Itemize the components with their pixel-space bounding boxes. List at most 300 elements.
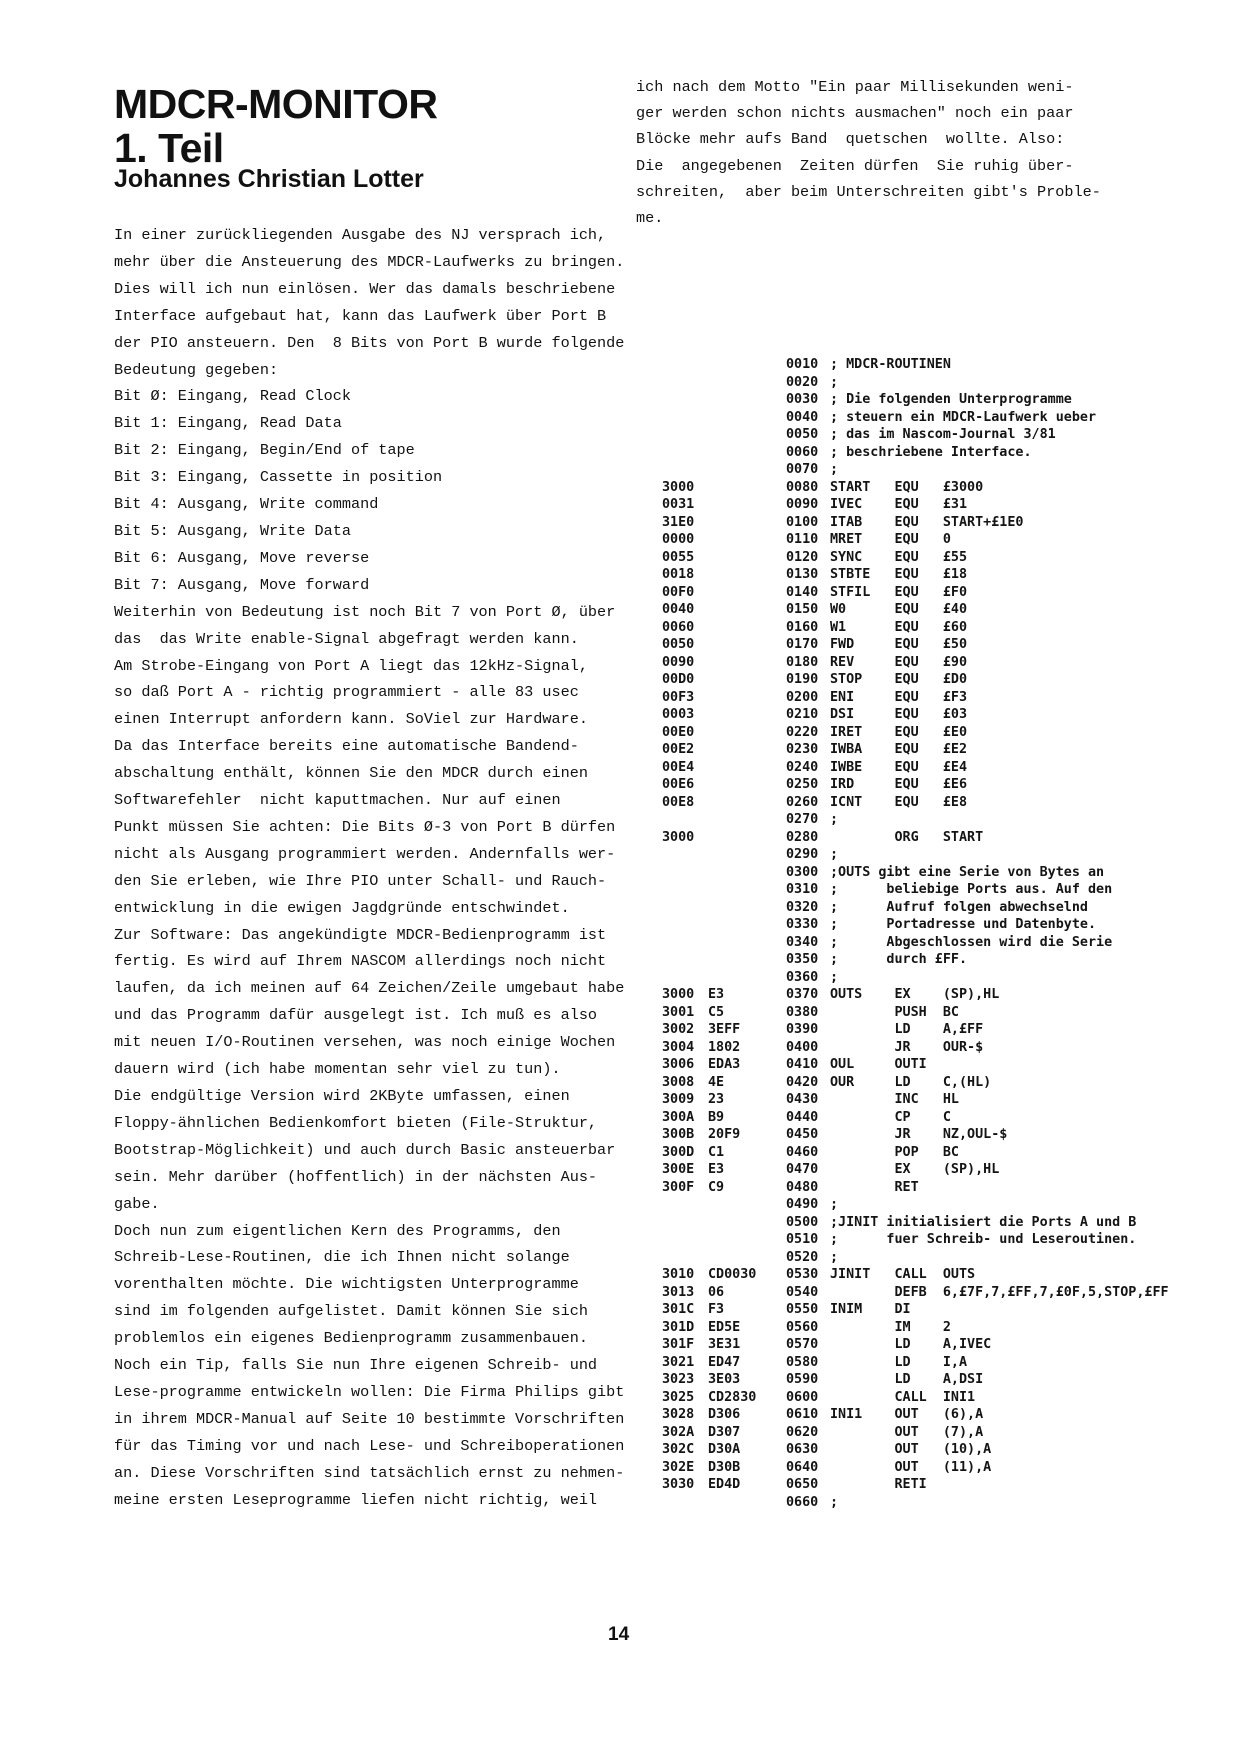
listing-address xyxy=(662,951,708,969)
left-line: meine ersten Leseprogramme liefen nicht richtig, weil xyxy=(114,1490,598,1509)
listing-source: ; MDCR-ROUTINEN xyxy=(830,357,951,372)
listing-opcode xyxy=(708,1249,786,1267)
listing-source: ; durch £FF. xyxy=(830,952,968,967)
listing-source: PUSH BC xyxy=(830,1004,959,1020)
listing-source: DSI EQU £03 xyxy=(830,707,968,722)
listing-opcode: 3E31 xyxy=(708,1337,741,1352)
listing-opcode xyxy=(708,549,786,567)
listing-row xyxy=(662,689,1169,707)
listing-source: OUL OUTI xyxy=(830,1057,927,1072)
listing-opcode xyxy=(708,444,786,462)
author-name: Johannes Christian Lotter xyxy=(114,165,424,193)
listing-address: 0031 xyxy=(662,497,695,512)
listing-line-number: 0160 xyxy=(786,619,819,635)
listing-row xyxy=(662,1424,1169,1442)
listing-source: W0 EQU £40 xyxy=(830,602,968,617)
listing-line-number: 0100 xyxy=(786,514,819,530)
listing-source: ; beschriebene Interface. xyxy=(830,444,1032,460)
left-line: den Sie erleben, wie Ihre PIO unter Schall- und Rauch- xyxy=(114,871,607,890)
listing-row xyxy=(662,1494,1169,1512)
listing-source: W1 EQU £60 xyxy=(830,619,968,635)
listing-address: 00D0 xyxy=(662,672,695,687)
listing-line-number: 0530 xyxy=(786,1267,819,1282)
listing-opcode xyxy=(708,1494,786,1512)
listing-address: 0055 xyxy=(662,549,695,565)
left-line: In einer zurückliegenden Ausgabe des NJ versprach ich, xyxy=(114,226,607,244)
listing-source: DEFB 6,£7F,7,£FF,7,£0F,5,STOP,£FF xyxy=(830,1284,1169,1300)
listing-address xyxy=(662,426,708,444)
listing-address: 3030 xyxy=(662,1477,695,1492)
listing-address: 0000 xyxy=(662,532,695,547)
listing-source: IVEC EQU £31 xyxy=(830,497,968,512)
listing-row xyxy=(662,1319,1169,1337)
listing-row xyxy=(662,671,1169,689)
listing-row xyxy=(662,864,1169,882)
listing-address xyxy=(662,811,708,829)
left-line: und das Programm dafür ausgelegt ist. Ich muß es also xyxy=(114,1006,598,1025)
listing-row xyxy=(662,881,1169,899)
assembly-listing xyxy=(662,356,1169,1511)
listing-line-number: 0310 xyxy=(786,882,819,897)
right-line: ger werden schon nichts ausmachen" noch ein paar xyxy=(636,104,1074,123)
listing-opcode xyxy=(708,409,786,427)
listing-address: 31E0 xyxy=(662,514,695,530)
listing-address: 0003 xyxy=(662,707,695,722)
left-line: fertig. Es wird auf Ihrem NASCOM allerdings noch nicht xyxy=(114,952,607,971)
listing-address: 0040 xyxy=(662,602,695,617)
listing-source: CP C xyxy=(830,1109,951,1125)
listing-address: 3028 xyxy=(662,1407,695,1422)
listing-opcode xyxy=(708,724,786,742)
listing-address: 3004 xyxy=(662,1039,695,1055)
listing-opcode xyxy=(708,671,786,689)
left-line: vorenthalten möchte. Die wichtigsten Unterprogramme xyxy=(114,1275,579,1294)
listing-source: ; xyxy=(830,1249,839,1265)
listing-address: 300D xyxy=(662,1144,695,1160)
listing-source: OUTS EX (SP),HL xyxy=(830,987,1000,1002)
left-line: einen Interrupt anfordern kann. SoViel zur Hardware. xyxy=(114,710,588,729)
listing-opcode: E3 xyxy=(708,1162,725,1177)
listing-source: IWBE EQU £E4 xyxy=(830,759,968,775)
listing-row xyxy=(662,951,1169,969)
left-line: Schreib-Lese-Routinen, die ich Ihnen nicht solange xyxy=(114,1248,570,1267)
listing-row xyxy=(662,1039,1169,1057)
listing-opcode: F3 xyxy=(708,1302,725,1317)
listing-source: ; das im Nascom-Journal 3/81 xyxy=(830,427,1056,442)
listing-opcode: C1 xyxy=(708,1144,725,1160)
left-line: Bit 2: Eingang, Begin/End of tape xyxy=(114,441,415,460)
listing-source: JR OUR-$ xyxy=(830,1039,984,1055)
listing-line-number: 0200 xyxy=(786,689,819,705)
left-line: das das Write enable-Signal abgefragt werden kann. xyxy=(114,629,579,648)
left-line: sind im folgenden aufgelistet. Damit können Sie sich xyxy=(114,1302,588,1321)
listing-row xyxy=(662,986,1169,1004)
listing-opcode: 1802 xyxy=(708,1039,741,1055)
listing-line-number: 0110 xyxy=(786,532,819,547)
right-line: Die angegebenen Zeiten dürfen Sie ruhig über- xyxy=(636,156,1074,175)
left-line: entwicklung in die ewigen Jagdgründe entschwindet. xyxy=(114,898,570,917)
listing-source: ; steuern ein MDCR-Laufwerk ueber xyxy=(830,409,1097,425)
listing-source: ; xyxy=(830,374,839,390)
listing-source: IRD EQU £E6 xyxy=(830,777,968,792)
left-line: problemlos ein eigenes Bedienprogramm zusammenbauen. xyxy=(114,1329,588,1348)
listing-row xyxy=(662,584,1169,602)
left-line: an. Diese Vorschriften sind tatsächlich ernst zu nehmen- xyxy=(114,1463,625,1482)
listing-address xyxy=(662,1214,708,1232)
listing-source: ; xyxy=(830,969,839,985)
listing-opcode xyxy=(708,461,786,479)
listing-source: LD A,£FF xyxy=(830,1022,984,1037)
listing-opcode xyxy=(708,741,786,759)
listing-row xyxy=(662,531,1169,549)
left-line: dauern wird (ich habe momentan sehr viel zu tun). xyxy=(114,1060,561,1079)
listing-opcode xyxy=(708,566,786,584)
left-line: Noch ein Tip, falls Sie nun Ihre eigenen Schreib- und xyxy=(114,1356,598,1375)
listing-line-number: 0300 xyxy=(786,864,819,880)
listing-source: IWBA EQU £E2 xyxy=(830,742,968,757)
left-line: Lese-programme entwickeln wollen: Die Firma Philips gibt xyxy=(114,1382,625,1401)
listing-opcode xyxy=(708,619,786,637)
listing-opcode: C5 xyxy=(708,1004,725,1020)
listing-address: 00E2 xyxy=(662,742,695,757)
listing-line-number: 0120 xyxy=(786,549,819,565)
listing-opcode xyxy=(708,794,786,812)
left-line: Da das Interface bereits eine automatische Bandend- xyxy=(114,737,579,756)
listing-line-number: 0010 xyxy=(786,357,819,372)
listing-source: IM 2 xyxy=(830,1319,951,1335)
left-line: Bit 1: Eingang, Read Data xyxy=(114,414,342,433)
listing-row xyxy=(662,776,1169,794)
listing-line-number: 0510 xyxy=(786,1232,819,1247)
listing-row xyxy=(662,461,1169,479)
listing-source: ; xyxy=(830,1197,839,1212)
right-text-column xyxy=(636,74,1106,231)
listing-opcode xyxy=(708,969,786,987)
listing-opcode: CD0030 xyxy=(708,1267,757,1282)
listing-row xyxy=(662,1179,1169,1197)
left-line: Interface aufgebaut hat, kann das Laufwerk über Port B xyxy=(114,306,607,325)
listing-address: 3025 xyxy=(662,1389,695,1405)
listing-line-number: 0590 xyxy=(786,1372,819,1387)
listing-address xyxy=(662,916,708,934)
listing-line-number: 0500 xyxy=(786,1214,819,1230)
listing-source: ENI EQU £F3 xyxy=(830,689,968,705)
listing-line-number: 0140 xyxy=(786,584,819,600)
listing-opcode xyxy=(708,706,786,724)
listing-source: RET xyxy=(830,1179,919,1195)
left-line: Doch nun zum eigentlichen Kern des Programms, den xyxy=(114,1221,561,1240)
listing-row xyxy=(662,934,1169,952)
left-line: Bedeutung gegeben: xyxy=(114,360,279,379)
listing-row xyxy=(662,899,1169,917)
listing-address: 301D xyxy=(662,1319,695,1335)
listing-address: 3001 xyxy=(662,1004,695,1020)
listing-address: 3009 xyxy=(662,1092,695,1107)
listing-line-number: 0180 xyxy=(786,654,819,670)
listing-source: SYNC EQU £55 xyxy=(830,549,968,565)
listing-row xyxy=(662,1231,1169,1249)
listing-opcode xyxy=(708,514,786,532)
left-line: gabe. xyxy=(114,1194,160,1213)
listing-row xyxy=(662,1004,1169,1022)
listing-row xyxy=(662,1074,1169,1092)
listing-opcode xyxy=(708,759,786,777)
listing-source: MRET EQU 0 xyxy=(830,532,951,547)
title-line-1: MDCR-MONITOR xyxy=(114,81,438,127)
listing-row xyxy=(662,479,1169,497)
listing-opcode: 3EFF xyxy=(708,1022,741,1037)
listing-address: 300A xyxy=(662,1109,695,1125)
listing-opcode xyxy=(708,601,786,619)
listing-line-number: 0460 xyxy=(786,1144,819,1160)
listing-address: 00E8 xyxy=(662,794,695,810)
listing-address xyxy=(662,356,708,374)
listing-opcode xyxy=(708,584,786,602)
left-line: in ihrem MDCR-Manual auf Seite 10 bestimmte Vorschriften xyxy=(114,1409,625,1428)
listing-row xyxy=(662,1459,1169,1477)
left-line: Softwarefehler nicht kaputtmachen. Nur auf einen xyxy=(114,791,561,810)
left-line: nicht als Ausgang programmiert werden. Andernfalls wer- xyxy=(114,844,616,863)
listing-opcode xyxy=(708,846,786,864)
listing-source: REV EQU £90 xyxy=(830,654,968,670)
left-line: Floppy-ähnlichen Bedienkomfort bieten (File-Struktur, xyxy=(114,1113,598,1132)
listing-line-number: 0130 xyxy=(786,567,819,582)
listing-address: 302A xyxy=(662,1424,695,1440)
listing-source: STBTE EQU £18 xyxy=(830,567,968,582)
left-text-column xyxy=(114,222,625,1514)
listing-source: INC HL xyxy=(830,1092,959,1107)
listing-row xyxy=(662,636,1169,654)
listing-opcode xyxy=(708,496,786,514)
title-line-2: 1. Teil xyxy=(114,125,224,171)
listing-source: INI1 OUT (6),A xyxy=(830,1407,984,1422)
listing-opcode: 23 xyxy=(708,1092,725,1107)
listing-row xyxy=(662,724,1169,742)
listing-line-number: 0290 xyxy=(786,847,819,862)
listing-line-number: 0660 xyxy=(786,1494,819,1510)
listing-line-number: 0060 xyxy=(786,444,819,460)
listing-opcode xyxy=(708,864,786,882)
listing-row xyxy=(662,706,1169,724)
listing-row xyxy=(662,549,1169,567)
listing-row xyxy=(662,969,1169,987)
listing-row xyxy=(662,759,1169,777)
listing-address xyxy=(662,391,708,409)
listing-line-number: 0340 xyxy=(786,934,819,950)
listing-source: JR NZ,OUL-$ xyxy=(830,1127,1008,1142)
listing-line-number: 0170 xyxy=(786,637,819,652)
listing-line-number: 0040 xyxy=(786,409,819,425)
listing-row xyxy=(662,1284,1169,1302)
listing-opcode: 06 xyxy=(708,1284,725,1300)
listing-row xyxy=(662,1144,1169,1162)
left-line: Bit 7: Ausgang, Move forward xyxy=(114,575,370,594)
listing-line-number: 0610 xyxy=(786,1407,819,1422)
listing-opcode: D30A xyxy=(708,1442,741,1457)
listing-row xyxy=(662,1406,1169,1424)
article-title xyxy=(114,82,437,170)
listing-opcode: C9 xyxy=(708,1179,725,1195)
listing-address xyxy=(662,864,708,882)
listing-address: 00E6 xyxy=(662,777,695,792)
listing-opcode xyxy=(708,1214,786,1232)
listing-line-number: 0570 xyxy=(786,1337,819,1352)
listing-source: ; Aufruf folgen abwechselnd xyxy=(830,899,1088,915)
listing-row xyxy=(662,1056,1169,1074)
listing-line-number: 0650 xyxy=(786,1477,819,1492)
left-line: mehr über die Ansteuerung des MDCR-Laufwerks zu bringen. xyxy=(114,252,625,271)
listing-address: 00F0 xyxy=(662,584,695,600)
listing-address: 302C xyxy=(662,1442,695,1457)
listing-source: LD A,DSI xyxy=(830,1372,984,1387)
listing-line-number: 0420 xyxy=(786,1074,819,1090)
listing-row xyxy=(662,1441,1169,1459)
listing-row xyxy=(662,1371,1169,1389)
listing-address xyxy=(662,1494,708,1512)
listing-row xyxy=(662,426,1169,444)
listing-opcode xyxy=(708,654,786,672)
listing-opcode xyxy=(708,636,786,654)
left-line: für das Timing vor und nach Lese- und Schreiboperationen xyxy=(114,1436,625,1455)
listing-line-number: 0360 xyxy=(786,969,819,985)
listing-address xyxy=(662,461,708,479)
listing-opcode: 4E xyxy=(708,1074,725,1090)
right-line: me. xyxy=(636,209,664,228)
listing-row xyxy=(662,916,1169,934)
listing-opcode xyxy=(708,916,786,934)
left-line: Dies will ich nun einlösen. Wer das damals beschriebene xyxy=(114,279,616,298)
listing-line-number: 0370 xyxy=(786,987,819,1002)
listing-source: STOP EQU £D0 xyxy=(830,672,968,687)
listing-opcode: D306 xyxy=(708,1407,741,1422)
listing-source: EX (SP),HL xyxy=(830,1162,1000,1177)
listing-source: START EQU £3000 xyxy=(830,479,984,495)
listing-address: 00E0 xyxy=(662,724,695,740)
listing-opcode xyxy=(708,689,786,707)
listing-source: INIM DI xyxy=(830,1302,911,1317)
listing-opcode xyxy=(708,531,786,549)
listing-row xyxy=(662,1109,1169,1127)
listing-address: 3023 xyxy=(662,1372,695,1387)
listing-source: POP BC xyxy=(830,1144,959,1160)
listing-opcode: 3E03 xyxy=(708,1372,741,1387)
listing-source: ; fuer Schreib- und Leseroutinen. xyxy=(830,1232,1137,1247)
listing-row xyxy=(662,794,1169,812)
listing-opcode xyxy=(708,391,786,409)
listing-row xyxy=(662,514,1169,532)
listing-line-number: 0270 xyxy=(786,812,819,827)
left-line: Zur Software: Das angekündigte MDCR-Bedienprogramm ist xyxy=(114,925,607,944)
listing-line-number: 0280 xyxy=(786,829,819,845)
listing-source: ; xyxy=(830,462,839,477)
listing-row xyxy=(662,1091,1169,1109)
listing-line-number: 0490 xyxy=(786,1197,819,1212)
listing-source: ORG START xyxy=(830,829,984,845)
listing-opcode xyxy=(708,426,786,444)
listing-address: 3013 xyxy=(662,1284,695,1300)
listing-opcode: 20F9 xyxy=(708,1127,741,1142)
left-line: Weiterhin von Bedeutung ist noch Bit 7 von Port Ø, über xyxy=(114,602,616,621)
listing-address: 301C xyxy=(662,1302,695,1317)
left-line: Bit 5: Ausgang, Write Data xyxy=(114,521,351,540)
listing-address xyxy=(662,934,708,952)
listing-row xyxy=(662,1301,1169,1319)
listing-opcode xyxy=(708,829,786,847)
listing-line-number: 0210 xyxy=(786,707,819,722)
listing-opcode xyxy=(708,934,786,952)
listing-line-number: 0630 xyxy=(786,1442,819,1457)
listing-opcode: B9 xyxy=(708,1109,725,1125)
left-line: Bit 3: Eingang, Cassette in position xyxy=(114,468,443,487)
listing-row xyxy=(662,1476,1169,1494)
listing-line-number: 0390 xyxy=(786,1022,819,1037)
listing-opcode: ED5E xyxy=(708,1319,741,1335)
listing-address xyxy=(662,846,708,864)
listing-line-number: 0030 xyxy=(786,392,819,407)
listing-opcode: CD2830 xyxy=(708,1389,757,1405)
listing-line-number: 0520 xyxy=(786,1249,819,1265)
listing-address xyxy=(662,374,708,392)
listing-source: RETI xyxy=(830,1477,927,1492)
right-line: ich nach dem Motto "Ein paar Millisekunden weni- xyxy=(636,78,1074,96)
listing-row xyxy=(662,566,1169,584)
listing-opcode xyxy=(708,899,786,917)
listing-address xyxy=(662,969,708,987)
listing-line-number: 0560 xyxy=(786,1319,819,1335)
listing-opcode xyxy=(708,776,786,794)
left-line: Am Strobe-Eingang von Port A liegt das 12kHz-Signal, xyxy=(114,656,588,675)
right-line: schreiten, aber beim Unterschreiten gibt's Proble- xyxy=(636,182,1101,201)
listing-row xyxy=(662,391,1169,409)
listing-address: 0050 xyxy=(662,637,695,652)
listing-line-number: 0540 xyxy=(786,1284,819,1300)
listing-row xyxy=(662,1249,1169,1267)
left-line: sein. Mehr darüber (hoffentlich) in der nächsten Aus- xyxy=(114,1167,598,1186)
listing-row xyxy=(662,1214,1169,1232)
listing-line-number: 0430 xyxy=(786,1092,819,1107)
listing-source: ; beliebige Ports aus. Auf den xyxy=(830,882,1113,897)
listing-address: 300B xyxy=(662,1127,695,1142)
listing-opcode xyxy=(708,811,786,829)
left-line: abschaltung enthält, können Sie den MDCR durch einen xyxy=(114,764,588,783)
listing-row xyxy=(662,1354,1169,1372)
listing-source: OUR LD C,(HL) xyxy=(830,1074,992,1090)
listing-address: 0018 xyxy=(662,567,695,582)
listing-address xyxy=(662,1231,708,1249)
left-line: Bootstrap-Möglichkeit) und auch durch Basic ansteuerbar xyxy=(114,1140,616,1159)
listing-line-number: 0410 xyxy=(786,1057,819,1072)
listing-row xyxy=(662,1389,1169,1407)
listing-address: 3000 xyxy=(662,829,695,845)
listing-opcode: D30B xyxy=(708,1459,741,1475)
left-line: der PIO ansteuern. Den 8 Bits von Port B wurde folgende xyxy=(114,333,625,352)
listing-address: 0060 xyxy=(662,619,695,635)
listing-address: 3010 xyxy=(662,1267,695,1282)
listing-line-number: 0190 xyxy=(786,672,819,687)
listing-address xyxy=(662,1249,708,1267)
listing-address xyxy=(662,444,708,462)
listing-line-number: 0440 xyxy=(786,1109,819,1125)
listing-row xyxy=(662,496,1169,514)
listing-row xyxy=(662,1161,1169,1179)
listing-opcode: D307 xyxy=(708,1424,741,1440)
listing-row xyxy=(662,654,1169,672)
listing-opcode xyxy=(708,1231,786,1249)
listing-opcode xyxy=(708,1196,786,1214)
left-line: mit neuen I/O-Routinen versehen, was noch einige Wochen xyxy=(114,1033,616,1052)
left-line: Die endgültige Version wird 2KByte umfassen, einen xyxy=(114,1087,570,1105)
listing-line-number: 0350 xyxy=(786,952,819,967)
